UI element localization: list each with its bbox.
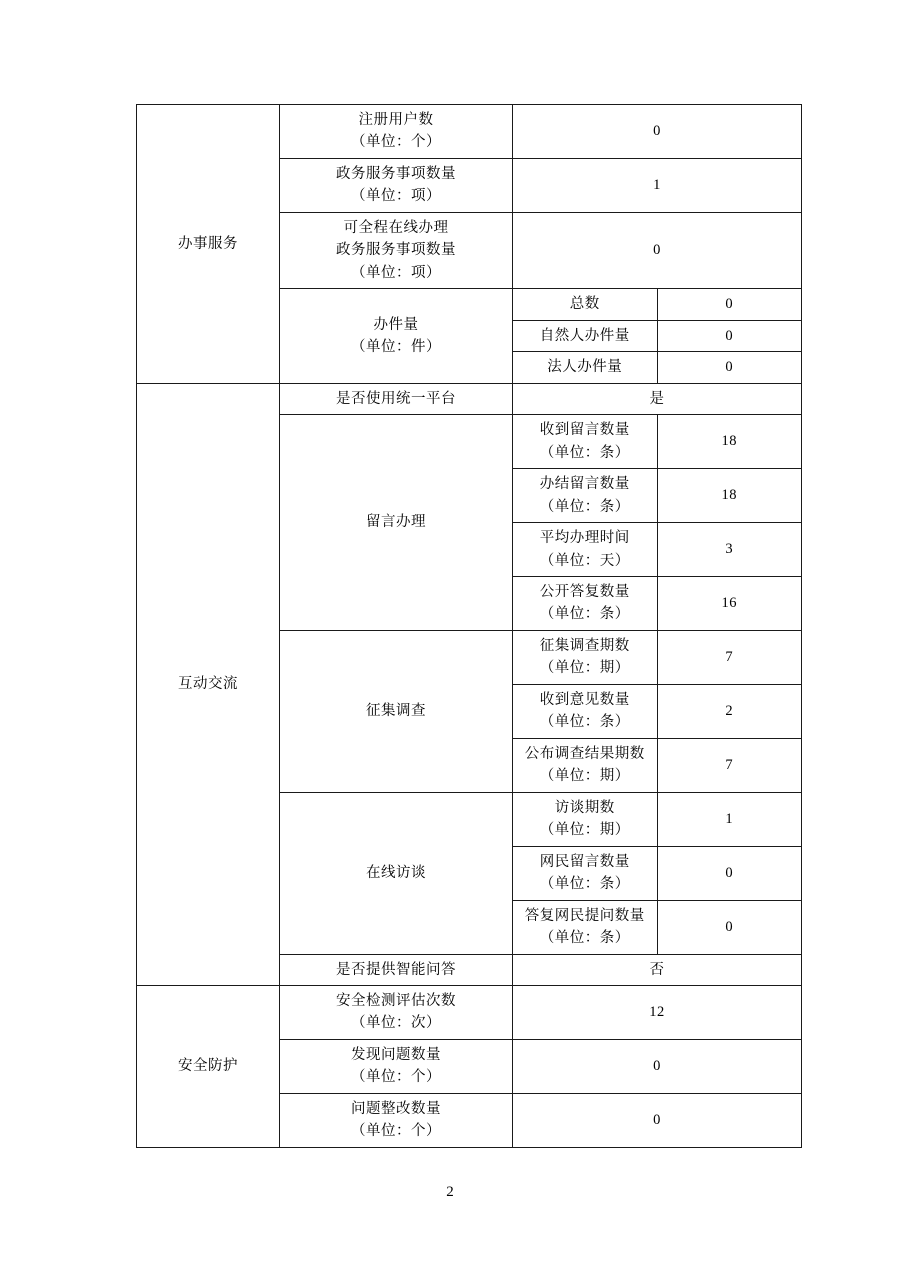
sub-item-cell bbox=[513, 630, 658, 684]
item-label-line: 留言办理 bbox=[366, 514, 426, 531]
item-unit-line: （单位：次） bbox=[351, 1015, 441, 1032]
item-unit-line: （单位：项） bbox=[351, 188, 441, 205]
value-cell: 1 bbox=[513, 158, 802, 212]
item-cell bbox=[280, 1039, 513, 1093]
value-cell: 7 bbox=[657, 630, 802, 684]
value-cell: 2 bbox=[657, 684, 802, 738]
sub-item-cell bbox=[513, 900, 658, 954]
category-label: 互动交流 bbox=[178, 676, 238, 693]
report-table bbox=[136, 104, 802, 1148]
category-label: 安全防护 bbox=[178, 1058, 238, 1075]
item-cell bbox=[280, 212, 513, 288]
category-cell-service bbox=[137, 105, 280, 384]
item-unit-line: （单位：个） bbox=[351, 134, 441, 151]
sub-item-label-line: 访谈期数 bbox=[554, 799, 615, 816]
sub-item-label-line: 征集调查期数 bbox=[539, 637, 630, 654]
sub-item-cell bbox=[513, 846, 658, 900]
value-cell: 0 bbox=[513, 1093, 802, 1147]
sub-item-unit-line: （单位：条） bbox=[539, 876, 630, 893]
item-label-line: 问题整改数量 bbox=[351, 1100, 441, 1117]
value-cell: 16 bbox=[657, 576, 802, 630]
item-cell bbox=[280, 105, 513, 159]
table-row bbox=[137, 383, 802, 414]
sub-item-unit-line: （单位：条） bbox=[539, 714, 630, 731]
value-cell: 是 bbox=[513, 383, 802, 414]
category-cell-security bbox=[137, 986, 280, 1148]
item-label-line: 是否使用统一平台 bbox=[336, 390, 456, 407]
value-cell: 0 bbox=[657, 352, 802, 383]
item-cell bbox=[280, 1093, 513, 1147]
sub-item-cell bbox=[513, 523, 658, 577]
item-label-line: 安全检测评估次数 bbox=[336, 993, 456, 1009]
sub-item-cell bbox=[513, 576, 658, 630]
value-cell: 7 bbox=[657, 738, 802, 792]
sub-item-label-line: 总数 bbox=[569, 296, 600, 313]
value-cell: 0 bbox=[657, 320, 802, 351]
sub-item-cell bbox=[513, 469, 658, 523]
value-cell: 18 bbox=[657, 415, 802, 469]
page-number: 2 bbox=[446, 1184, 454, 1200]
sub-item-unit-line: （单位：条） bbox=[539, 444, 630, 461]
category-label: 办事服务 bbox=[178, 235, 238, 252]
item-unit-line: （单位：个） bbox=[351, 1069, 441, 1086]
sub-item-label-line: 收到意见数量 bbox=[539, 691, 630, 708]
item-label-line: 政务服务事项数量 bbox=[336, 165, 456, 182]
item-cell bbox=[280, 383, 513, 414]
sub-item-cell bbox=[513, 289, 658, 320]
sub-item-cell bbox=[513, 352, 658, 383]
item-unit-line: （单位：项） bbox=[351, 264, 441, 281]
item-unit-line: （单位：件） bbox=[351, 338, 441, 355]
sub-item-label-line: 公开答复数量 bbox=[539, 583, 630, 600]
item-cell bbox=[280, 158, 513, 212]
sub-item-label-line: 答复网民提问数量 bbox=[524, 907, 645, 924]
item-cell bbox=[280, 415, 513, 631]
government-website-report-table bbox=[136, 104, 786, 1148]
item-unit-line: （单位：个） bbox=[351, 1123, 441, 1140]
sub-item-unit-line: （单位：期） bbox=[539, 822, 630, 839]
value-cell: 12 bbox=[513, 986, 802, 1040]
sub-item-label-line: 平均办理时间 bbox=[539, 530, 630, 547]
value-cell: 0 bbox=[657, 900, 802, 954]
sub-item-cell bbox=[513, 684, 658, 738]
sub-item-label-line: 收到留言数量 bbox=[539, 422, 630, 439]
item-label-line: 征集调查 bbox=[366, 703, 426, 720]
value-cell: 0 bbox=[513, 212, 802, 288]
value-cell: 0 bbox=[513, 105, 802, 159]
item-label-line: 是否提供智能问答 bbox=[336, 961, 456, 978]
sub-item-unit-line: （单位：条） bbox=[539, 930, 630, 947]
report-table-body bbox=[137, 105, 802, 1148]
sub-item-unit-line: （单位：条） bbox=[539, 606, 630, 623]
sub-item-cell bbox=[513, 320, 658, 351]
item-cell bbox=[280, 792, 513, 954]
sub-item-unit-line: （单位：期） bbox=[539, 768, 630, 785]
sub-item-label-line: 法人办件量 bbox=[547, 359, 623, 376]
sub-item-unit-line: （单位：期） bbox=[539, 660, 630, 677]
sub-item-label-line: 自然人办件量 bbox=[539, 327, 630, 344]
item-cell bbox=[280, 986, 513, 1040]
sub-item-label-line: 公布调查结果期数 bbox=[524, 745, 645, 762]
value-cell: 否 bbox=[513, 954, 802, 985]
item-label-line: 发现问题数量 bbox=[351, 1046, 441, 1063]
item-label-line: 可全程在线办理 bbox=[343, 219, 449, 236]
item-label-line: 注册用户数 bbox=[358, 112, 434, 128]
value-cell: 0 bbox=[513, 1039, 802, 1093]
value-cell: 1 bbox=[657, 792, 802, 846]
sub-item-label-line: 网民留言数量 bbox=[539, 853, 630, 870]
sub-item-cell bbox=[513, 415, 658, 469]
item-cell bbox=[280, 630, 513, 792]
table-row bbox=[137, 105, 802, 159]
value-cell: 0 bbox=[657, 289, 802, 320]
sub-item-unit-line: （单位：条） bbox=[539, 498, 630, 515]
item-cell bbox=[280, 954, 513, 985]
sub-item-cell bbox=[513, 738, 658, 792]
table-row bbox=[137, 986, 802, 1040]
value-cell: 18 bbox=[657, 469, 802, 523]
category-cell-interaction bbox=[137, 383, 280, 985]
sub-item-label-line: 办结留言数量 bbox=[539, 476, 630, 493]
value-cell: 0 bbox=[657, 846, 802, 900]
sub-item-cell bbox=[513, 792, 658, 846]
sub-item-unit-line: （单位：天） bbox=[539, 552, 630, 569]
item-cell bbox=[280, 289, 513, 383]
value-cell: 3 bbox=[657, 523, 802, 577]
item-label-line-2: 政务服务事项数量 bbox=[336, 242, 456, 259]
item-label-line: 在线访谈 bbox=[366, 864, 426, 881]
item-label-line: 办件量 bbox=[373, 316, 419, 333]
